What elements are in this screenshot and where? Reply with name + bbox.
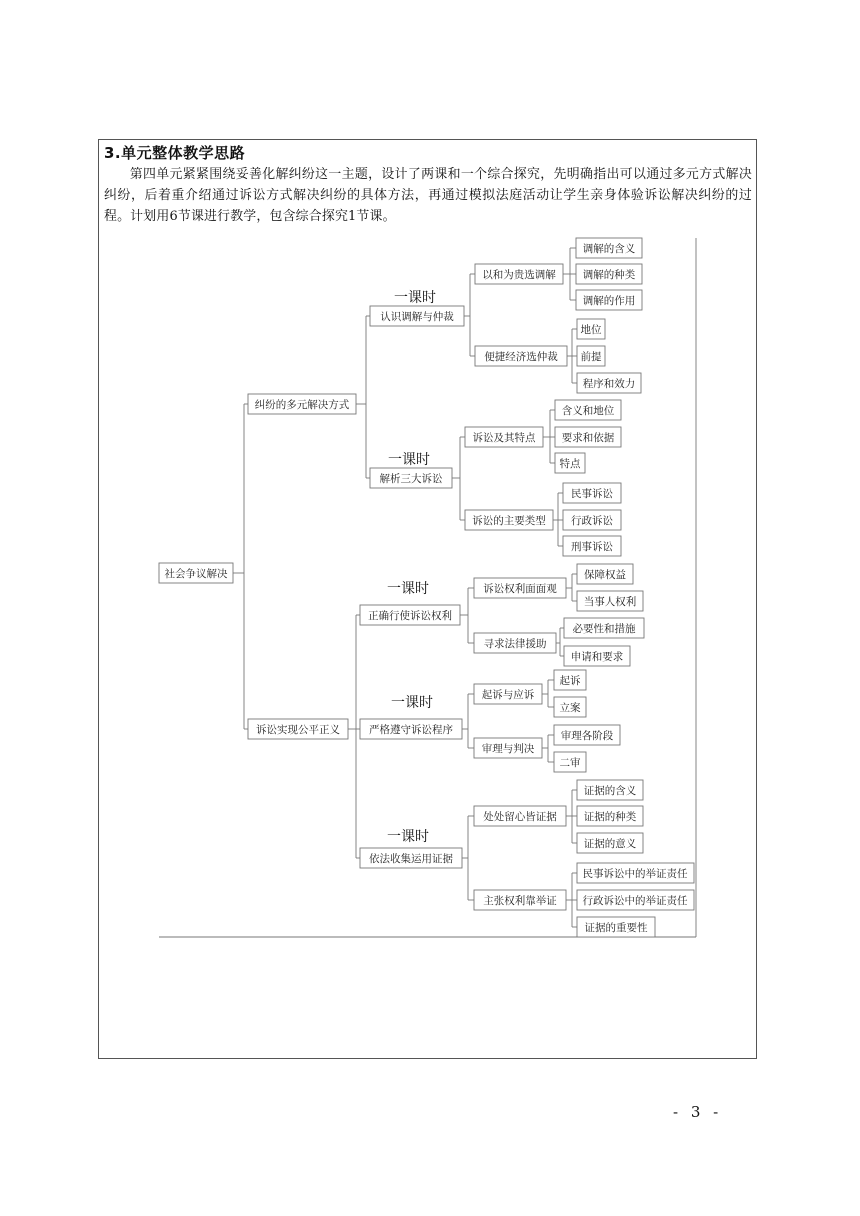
topic-node-6 [474, 633, 556, 653]
topic-node-10 [474, 890, 566, 910]
lesson-label-1: 认识调解与仲裁 [380, 311, 454, 323]
leaf-node [563, 483, 621, 503]
topic-label: 审理与判决 [481, 743, 535, 755]
leaf-label: 行政诉讼中的举证责任 [582, 895, 688, 907]
leaf-node [555, 427, 621, 447]
leaf-label: 民事诉讼中的举证责任 [582, 868, 688, 880]
section-paragraph: 第四单元紧紧围绕妥善化解纠纷这一主题，设计了两课和一个综合探究，先明确指出可以通过多元方式解决纠纷，后着重介绍通过诉讼方式解决纠纷的具体方法，再通过模拟法庭活动让学生亲身体验诉讼解决纠纷的过程。计划用6节课进行教学，包含综合探究1节课。 [104, 167, 752, 224]
topic-node-3 [465, 427, 543, 447]
leaf-label: 要求和依据 [561, 432, 615, 444]
topic-node-4 [465, 510, 553, 530]
leaf-node [576, 238, 642, 258]
branch-node-2 [248, 719, 348, 739]
leaf-label: 申请和要求 [570, 651, 624, 663]
leaf-node [577, 564, 633, 584]
lesson-node-2 [370, 468, 452, 488]
topic-node-7 [474, 684, 542, 704]
leaf-node [564, 646, 630, 666]
topic-label: 主张权利靠举证 [483, 895, 557, 907]
leaf-node [564, 618, 644, 638]
leaf-node [577, 373, 641, 393]
leaf-label: 证据的意义 [583, 838, 637, 850]
leaf-label: 程序和效力 [582, 378, 636, 390]
leaf-label: 起诉 [559, 675, 581, 687]
leaf-node [577, 319, 605, 339]
leaf-node [554, 725, 620, 745]
leaf-node [563, 510, 621, 530]
topic-label: 诉讼及其特点 [472, 432, 536, 444]
leaf-label: 二审 [559, 757, 581, 769]
leaf-node [577, 806, 643, 826]
leaf-node [554, 752, 586, 772]
leaf-label: 保障权益 [584, 569, 626, 581]
leaf-node [576, 290, 642, 310]
topic-label: 处处留心皆证据 [483, 811, 557, 823]
leaf-label: 必要性和措施 [572, 623, 636, 635]
leaf-node [577, 780, 643, 800]
leaf-label: 审理各阶段 [560, 730, 614, 742]
lesson-node-4 [360, 719, 462, 739]
leaf-label: 含义和地位 [561, 405, 615, 417]
leaf-label: 调解的含义 [582, 243, 636, 255]
branch-label-2: 诉讼实现公平正义 [256, 724, 340, 736]
leaf-label: 前提 [580, 351, 602, 363]
leaf-node [555, 400, 621, 420]
leaf-node [577, 890, 694, 910]
lesson-node-5 [360, 848, 462, 868]
leaf-label: 证据的含义 [583, 785, 637, 797]
topic-node-8 [474, 738, 542, 758]
page-number: - 3 - [673, 1103, 723, 1121]
map-root-node [159, 563, 233, 583]
topic-label: 诉讼权利面面观 [483, 583, 557, 595]
topic-label: 诉讼的主要类型 [472, 515, 546, 527]
lesson-period-5: 一课时 [387, 829, 429, 845]
leaf-label: 调解的种类 [582, 269, 636, 281]
topic-label: 起诉与应诉 [481, 689, 535, 701]
lesson-period-3: 一课时 [387, 581, 429, 597]
leaf-label: 民事诉讼 [571, 488, 613, 500]
root-label: 社会争议解决 [164, 568, 228, 580]
lesson-period-1: 一课时 [394, 290, 436, 306]
leaf-label: 特点 [559, 458, 581, 470]
lesson-label-2: 解析三大诉讼 [379, 473, 443, 485]
leaf-label: 刑事诉讼 [571, 541, 613, 553]
leaf-node [563, 536, 621, 556]
branch-node-1 [248, 394, 356, 414]
leaf-node [577, 591, 643, 611]
lesson-label-4: 严格遵守诉讼程序 [369, 724, 453, 736]
lesson-period-2: 一课时 [388, 452, 430, 468]
topic-node-9 [474, 806, 566, 826]
leaf-node [577, 833, 643, 853]
leaf-label: 行政诉讼 [571, 515, 613, 527]
lesson-node-3 [360, 605, 460, 625]
leaf-label: 地位 [580, 324, 602, 336]
topic-node-1 [475, 264, 563, 284]
leaf-label: 当事人权利 [583, 596, 637, 608]
leaf-node [576, 264, 642, 284]
section-heading: 3.单元整体教学思路 [104, 144, 246, 162]
topic-label: 以和为贵选调解 [482, 269, 556, 281]
topic-node-2 [475, 346, 567, 366]
topic-label: 寻求法律援助 [483, 638, 547, 650]
topic-node-5 [474, 578, 566, 598]
leaf-node [577, 346, 605, 366]
leaf-node [577, 863, 694, 883]
leaf-node [555, 453, 585, 473]
topic-label: 便捷经济选仲裁 [484, 351, 558, 363]
leaf-node [577, 917, 655, 937]
leaf-node [554, 697, 586, 717]
leaf-label: 证据的重要性 [584, 922, 648, 934]
lesson-period-4: 一课时 [391, 695, 433, 711]
branch-label-1: 纠纷的多元解决方式 [254, 399, 350, 411]
lesson-label-3: 正确行使诉讼权利 [368, 610, 452, 622]
leaf-label: 调解的作用 [582, 295, 636, 307]
leaf-node [554, 670, 586, 690]
leaf-label: 证据的种类 [583, 811, 637, 823]
lesson-label-5: 依法收集运用证据 [369, 853, 453, 865]
lesson-node-1 [370, 306, 464, 326]
leaf-label: 立案 [559, 702, 581, 714]
